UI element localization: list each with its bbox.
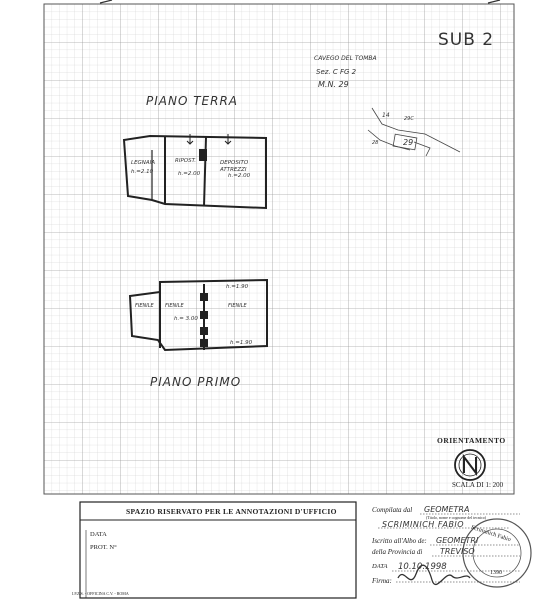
office-data-label: DATA bbox=[90, 531, 107, 538]
stamp-text: Scriminich Fabio bbox=[470, 524, 512, 544]
first-floor-title: PIANO PRIMO bbox=[150, 375, 242, 389]
provincia-label: della Provincia di bbox=[372, 548, 423, 556]
orientation-title: ORIENTAMENTO bbox=[437, 436, 506, 445]
room-fienile-3: FIENILE bbox=[228, 303, 247, 309]
graph-paper-grid bbox=[44, 4, 514, 494]
compilata-label: Compilata dal bbox=[372, 506, 413, 514]
room-ripost: RIPOST. bbox=[175, 158, 197, 164]
stamp-number: 1390 bbox=[490, 570, 502, 576]
room-ripost-height: h.=2.00 bbox=[178, 171, 201, 177]
office-box-title: SPAZIO RISERVATO PER LE ANNOTAZIONI D'UFFICIO bbox=[126, 507, 337, 516]
compiler-note: (Titolo, nome e cognome del tecnico) bbox=[426, 515, 487, 520]
compiler-data-value: 10.10.1998 bbox=[398, 562, 447, 572]
firma-label: Firma: bbox=[372, 577, 392, 585]
compiler-data-label: DATA bbox=[372, 563, 388, 570]
compiler-name: SCRIMINICH FABIO bbox=[382, 520, 465, 529]
room-fienile-1: FIENILE bbox=[135, 303, 154, 309]
map-number-29: 29 bbox=[403, 138, 414, 147]
cadastral-line-3: M.N. 29 bbox=[318, 80, 349, 89]
first-floor-height-top: h.=1.90 bbox=[226, 284, 249, 290]
cadastral-line-2: Sez. C FG 2 bbox=[316, 68, 357, 76]
top-edge-marks bbox=[100, 0, 500, 3]
sub-label: SUB 2 bbox=[438, 30, 495, 50]
provincia-value: TREVISO bbox=[440, 547, 475, 556]
office-annotations-box bbox=[80, 502, 356, 598]
first-floor-height-bottom: h.=1.90 bbox=[230, 340, 253, 346]
map-number-29c: 29C bbox=[404, 116, 414, 122]
map-number-28: 28 bbox=[372, 140, 379, 146]
compiler-profession: GEOMETRA bbox=[424, 505, 470, 514]
room-legnaia: LEGNAIA bbox=[131, 160, 156, 166]
room-legnaia-height: h.=2.10 bbox=[131, 169, 154, 175]
scale-label: SCALA DI 1: 200 bbox=[452, 481, 504, 489]
room-deposito: DEPOSITO ATTREZZI bbox=[220, 160, 249, 173]
albo-label: Iscritto all'Albo de: bbox=[372, 537, 427, 545]
albo-value: GEOMETRI bbox=[436, 536, 479, 545]
printer-footer: I.P.Z.S. - OFFICINA C.V. - ROMA bbox=[72, 591, 129, 596]
room-deposito-height: h.=2.00 bbox=[228, 173, 251, 179]
ground-floor-title: PIANO TERRA bbox=[146, 94, 239, 108]
office-prot-label: PROT. N° bbox=[90, 544, 117, 551]
room-fienile-2-height: h.= 3.00 bbox=[174, 316, 198, 322]
map-number-14: 14 bbox=[382, 112, 390, 119]
cadastral-line-1: CAVEGO DEL TOMBA bbox=[314, 55, 377, 62]
room-fienile-2: FIENILE bbox=[165, 303, 184, 309]
